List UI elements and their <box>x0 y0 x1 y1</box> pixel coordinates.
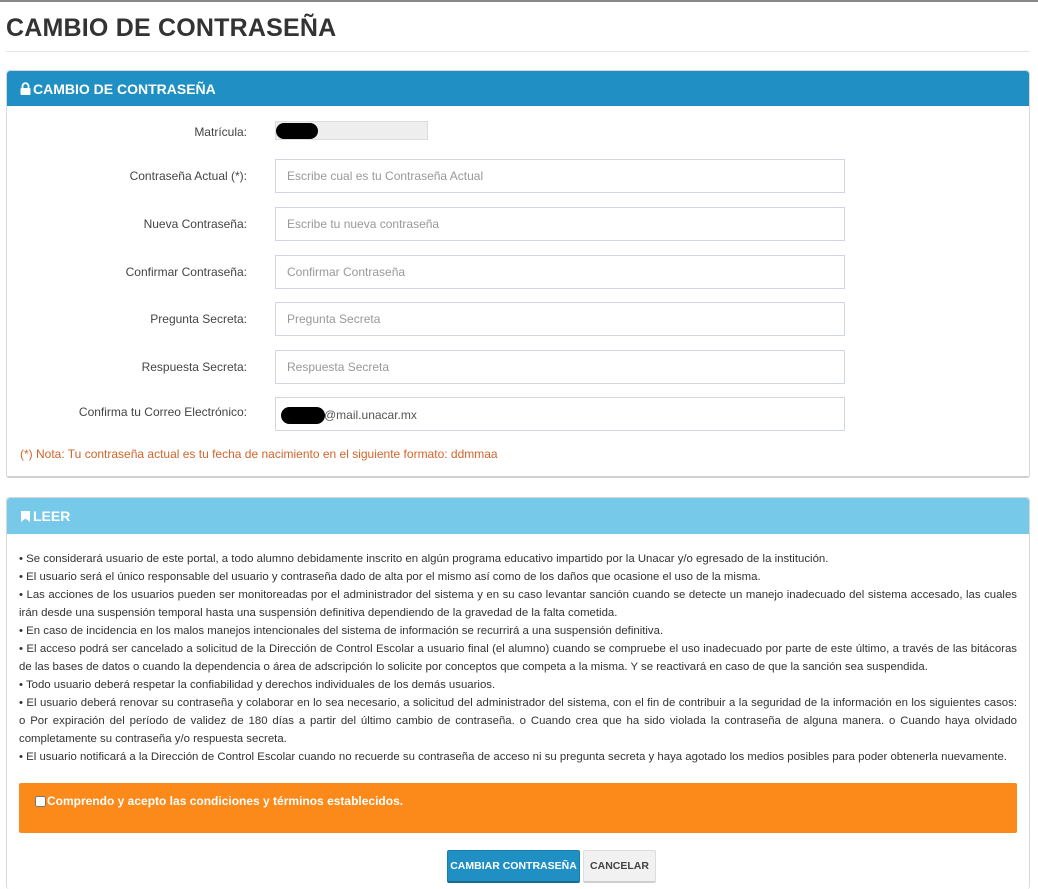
current-password-row <box>7 159 1029 193</box>
email-label: Confirma tu Correo Electrónico: <box>78 405 247 419</box>
current-password-label: Contraseña Actual (*): <box>129 169 247 183</box>
rule-item: • El usuario será el único responsable del usuario y contraseña dado de alta por el mismo así como de los daños que ocasione el uso de la misma. <box>19 571 761 583</box>
bookmark-icon <box>19 510 32 523</box>
password-form-box <box>6 70 1030 478</box>
terms-box <box>6 497 1030 889</box>
title-divider <box>6 51 1030 52</box>
matricula-field <box>275 121 428 140</box>
rule-item: • El acceso podrá ser cancelado a solicitud de la Dirección de Control Escolar a usuario final (el alumno) cuando se compruebe el uso inadecuado por parte de este último, a través de las bitácoras de las bases de datos o cuando la dependencia o área de adscripción lo solicite por conceptos que competa a la misma. Y se reactivará en caso de que la sanción sea suspendida. <box>19 643 1017 673</box>
change-password-button[interactable]: CAMBIAR CONTRASEÑA <box>447 850 580 883</box>
matricula-row <box>7 119 1029 153</box>
secret-answer-input[interactable] <box>275 350 845 384</box>
current-password-input[interactable] <box>275 159 845 193</box>
accept-terms-checkbox[interactable] <box>35 796 46 807</box>
email-user-redaction <box>281 407 325 424</box>
matricula-redaction <box>276 123 318 139</box>
rule-item: • El usuario deberá renovar su contraseña y colaborar en lo sea necesario, a solicitud del administrador del sistema, con el fin de contribuir a la seguridad de la información en los siguientes casos: o Por expiración del período de validez de 180 días a partir del último cambio de contraseña. o Cuando crea que ha sido violada la contraseña de alguna manera. o Cuando haya olvidado completamente su contraseña y/o respuesta secreta. <box>19 697 1017 745</box>
rule-item: • Se considerará usuario de este portal, a todo alumno debidamente inscrito en algún programa educativo impartido por la Unacar y/o egresado de la institución. <box>19 553 829 565</box>
lock-icon <box>19 82 32 95</box>
rule-item: • Todo usuario deberá respetar la confiabilidad y derechos individuales de los demás usuarios. <box>19 679 496 691</box>
confirm-password-row <box>7 255 1029 289</box>
confirm-password-label: Confirmar Contraseña: <box>125 265 247 279</box>
accept-terms-bar <box>19 783 1017 833</box>
page-title: CAMBIO DE CONTRASEÑA <box>6 14 337 42</box>
password-form-title: CAMBIO DE CONTRASEÑA <box>33 80 216 97</box>
new-password-row <box>7 207 1029 241</box>
terms-title: LEER <box>33 508 71 524</box>
secret-answer-label: Respuesta Secreta: <box>141 360 247 374</box>
rule-item: • En caso de incidencia en los malos manejos intencionales del sistema de información se recurrirá a una suspensión definitiva. <box>19 625 664 637</box>
rule-item: • Las acciones de los usuarios pueden ser monitoreadas por el administrador del sistema y en su caso levantar sanción cuando se detecte un manejo inadecuado del sistema accesado, las cuales irán desde una suspensión temporal hasta una suspensión definitiva dependiendo de la gravedad de la falta cometida. <box>19 589 1017 619</box>
secret-question-label: Pregunta Secreta: <box>150 312 247 326</box>
secret-question-row <box>7 302 1029 336</box>
confirm-password-input[interactable] <box>275 255 845 289</box>
secret-answer-row <box>7 350 1029 384</box>
top-border <box>0 0 1038 2</box>
email-domain: @mail.unacar.mx <box>324 408 417 422</box>
password-format-note: (*) Nota: Tu contraseña actual es tu fecha de nacimiento en el siguiente formato: ddmmaa <box>20 447 498 461</box>
matricula-label: Matrícula: <box>194 125 247 139</box>
new-password-input[interactable] <box>275 207 845 241</box>
new-password-label: Nueva Contraseña: <box>143 217 247 231</box>
cancel-button[interactable]: CANCELAR <box>583 850 656 883</box>
rule-item: • El usuario notificará a la Dirección de Control Escolar cuando no recuerde su contraseña de acceso ni su pregunta secreta y haya agotado los medios posibles para poder obtenerla nuevamente. <box>19 751 1007 763</box>
email-row <box>7 397 1029 431</box>
password-form-header <box>7 71 1029 106</box>
accept-terms-label[interactable]: Comprendo y acepto las condiciones y términos establecidos. <box>47 794 404 808</box>
email-field[interactable] <box>275 397 845 431</box>
terms-text <box>19 550 1017 766</box>
terms-header <box>7 498 1029 534</box>
secret-question-input[interactable] <box>275 302 845 336</box>
